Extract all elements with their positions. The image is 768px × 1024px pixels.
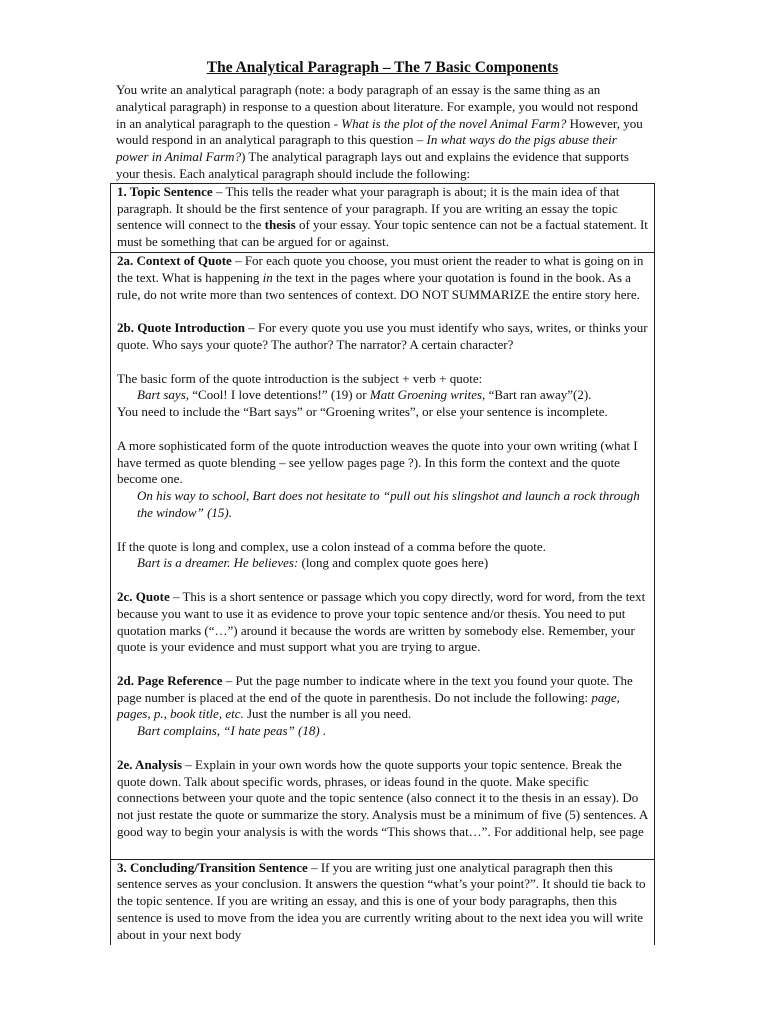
- intro-text: However, you would respond in an analytical paragraph to this question –: [116, 115, 643, 148]
- section-text: – Put the page number to indicate where in the text you found your quote. The page number is placed at the end of the quote in parenthesis. Do not include the following:: [117, 672, 633, 705]
- document-page: [110, 58, 655, 945]
- section-text: – For every quote you use you must identify who says, writes, or thinks your quote. Who says your quote? The author? The narrator? A certain character?: [117, 320, 648, 352]
- section-text: Just the number is all you need.: [243, 706, 412, 722]
- example-text: “Cool! I love detentions!” (19) or: [189, 387, 370, 403]
- example-italic: Bart says,: [137, 387, 189, 403]
- section-heading: 2d. Page Reference: [117, 672, 223, 688]
- section-text: – For each quote you choose, you must orient the reader to what is going on in the text. What is happening: [117, 252, 644, 285]
- intro-text: You write an analytical paragraph (note: a body paragraph of an essay is the same thing as an analytical paragraph) in response to a question about literature. For example, you would not respond in an analytical paragraph to the question -: [116, 82, 639, 131]
- quote-definition: [117, 589, 648, 656]
- section-text: A more sophisticated form of the quote introduction weaves the quote into your own writing (what I have termed as quote blending – see yellow pages page ?). In this form the context and the quote become one.: [117, 437, 638, 487]
- example-text: “Bart ran away”(2).: [485, 387, 592, 403]
- example-page-ref: Bart complains, “I hate peas” (18) .: [137, 723, 327, 739]
- section-topic-sentence: [110, 183, 655, 252]
- emphasis: page, pages, p., book title, etc.: [117, 689, 620, 722]
- example-basic: [117, 387, 648, 404]
- quote-introduction: [117, 320, 648, 354]
- section-text: the text in the pages where your quotation is found in the book. As a rule, do not write more than two sentences of context. DO NOT SUMMARIZE the entire story here.: [117, 269, 640, 302]
- section-text: – This is a short sentence or passage which you copy directly, word for word, from the text because you want to use it as evidence to prove your topic sentence and/or thesis. You need to put quotation marks (“…”) around it because the words are written by somebody else. Remember, your quote is your evidence and must support what you are trying to argue.: [117, 588, 646, 655]
- section-text: of your essay. Your topic sentence can not be a factual statement. It must be something that can be argued for or against.: [117, 217, 648, 250]
- thesis-term: thesis: [264, 217, 296, 233]
- example-colon: [117, 555, 648, 572]
- section-concluding-sentence: [110, 859, 655, 945]
- example-italic: Bart is a dreamer. He believes:: [137, 555, 299, 571]
- section-text: – Explain in your own words how the quote supports your topic sentence. Break the quote down. Talk about specific words, phrases, or ideas found in the quote. Make specific connections between your quote and the topic sentence (also connect it to the thesis in an essay). Do not just restate the quote or summarize the story. Analysis must be a minimum of five (5) sentences. A good way to begin your analysis is with the words “This shows that…”. For additional help, see page: [117, 756, 648, 840]
- emphasis: in: [262, 269, 273, 285]
- section-text: You need to include the “Bart says” or “Groening writes”, or else your sentence is incomplete.: [117, 404, 608, 420]
- section-quote-components: [110, 252, 655, 859]
- section-text: – If you are writing just one analytical paragraph then this sentence serves as your conclusion. It answers the question “what’s your point?”. It should tie back to the topic sentence. If you are writing an essay, and this is one of your body paragraphs, then this sentence is used to move from the idea you are currently writing about to the next idea you will write about in your next body: [117, 859, 646, 942]
- section-heading: 3. Concluding/Transition Sentence: [117, 859, 308, 875]
- page-reference: [117, 673, 648, 723]
- page-title: The Analytical Paragraph – The 7 Basic Components: [206, 59, 559, 76]
- section-heading: 2b. Quote Introduction: [117, 320, 245, 336]
- example-italic: Matt Groening writes,: [369, 387, 486, 403]
- example-blended: On his way to school, Bart does not hesitate to “pull out his slingshot and launch a rock through the window” (15).: [137, 488, 640, 520]
- section-heading: 2c. Quote: [117, 588, 170, 604]
- example-text: (long and complex quote goes here): [298, 555, 489, 571]
- section-heading: 2e. Analysis: [117, 756, 183, 772]
- section-heading: 2a. Context of Quote: [117, 252, 232, 268]
- analysis: [117, 757, 648, 841]
- intro-text: ) The analytical paragraph lays out and explains the evidence that supports your thesis. Each analytical paragraph should include the following:: [116, 149, 629, 181]
- section-text: If the quote is long and complex, use a colon instead of a comma before the quote.: [117, 538, 546, 554]
- intro-paragraph: [110, 82, 655, 183]
- section-text: – This tells the reader what your paragraph is about; it is the main idea of that paragraph. It should be the first sentence of your paragraph. If you are writing an essay the topic sentence will connect to the: [117, 183, 620, 233]
- basic-form-text: The basic form of the quote introduction is the subject + verb + quote:: [117, 370, 483, 386]
- context-of-quote: [117, 253, 648, 303]
- intro-question-plot: What is the plot of the novel Animal Farm?: [341, 115, 567, 131]
- section-heading: 1. Topic Sentence: [117, 183, 213, 199]
- intro-question-pigs: In what ways do the pigs abuse their power in Animal Farm?: [116, 132, 617, 165]
